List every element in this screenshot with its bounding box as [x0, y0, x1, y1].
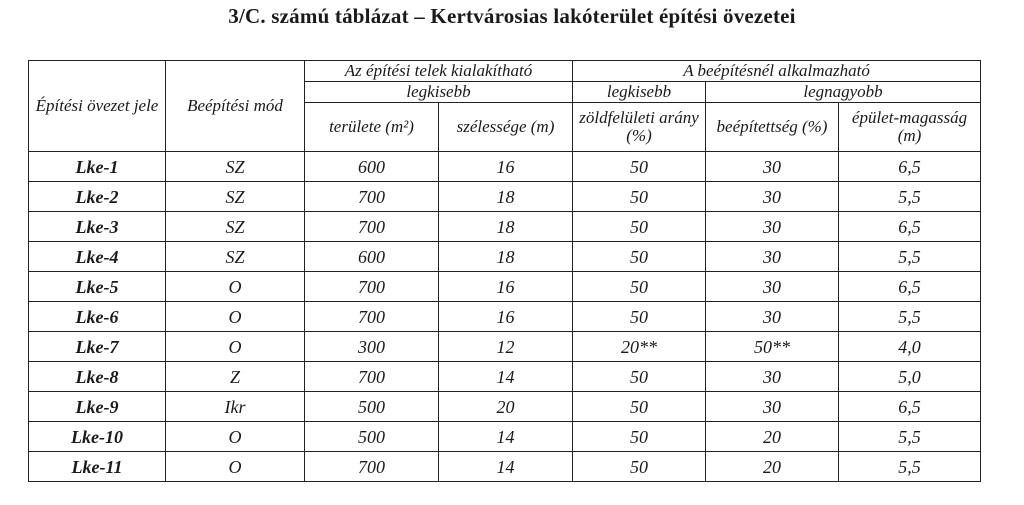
cell-width: 14 — [439, 362, 573, 392]
cell-green-ratio: 50 — [573, 182, 706, 212]
header-app-max: legnagyobb — [706, 82, 981, 103]
header-green-ratio: zöldfelületi arány (%) — [573, 103, 706, 152]
cell-green-ratio: 50 — [573, 272, 706, 302]
cell-built-ratio: 30 — [706, 212, 839, 242]
header-plot-group: Az építési telek kialakítható — [305, 61, 573, 82]
cell-built-ratio: 20 — [706, 422, 839, 452]
cell-area: 700 — [305, 272, 439, 302]
cell-building-mode: SZ — [166, 212, 305, 242]
cell-green-ratio: 50 — [573, 422, 706, 452]
cell-built-ratio: 30 — [706, 152, 839, 182]
cell-height: 5,5 — [839, 242, 981, 272]
cell-green-ratio: 50 — [573, 362, 706, 392]
cell-zone-code: Lke-3 — [29, 212, 166, 242]
cell-zone-code: Lke-6 — [29, 302, 166, 332]
zone-table — [28, 60, 981, 482]
cell-height: 6,5 — [839, 392, 981, 422]
cell-area: 600 — [305, 152, 439, 182]
cell-zone-code: Lke-10 — [29, 422, 166, 452]
cell-building-mode: O — [166, 422, 305, 452]
cell-built-ratio: 30 — [706, 242, 839, 272]
cell-green-ratio: 50 — [573, 452, 706, 482]
table-row — [29, 422, 981, 452]
cell-area: 600 — [305, 242, 439, 272]
cell-width: 18 — [439, 242, 573, 272]
cell-width: 14 — [439, 422, 573, 452]
header-plot-min: legkisebb — [305, 82, 573, 103]
header-area: területe (m²) — [305, 103, 439, 152]
cell-green-ratio: 50 — [573, 242, 706, 272]
cell-height: 5,0 — [839, 362, 981, 392]
cell-building-mode: SZ — [166, 182, 305, 212]
cell-built-ratio: 30 — [706, 302, 839, 332]
cell-green-ratio: 20** — [573, 332, 706, 362]
cell-green-ratio: 50 — [573, 302, 706, 332]
cell-zone-code: Lke-2 — [29, 182, 166, 212]
table-row — [29, 212, 981, 242]
cell-height: 4,0 — [839, 332, 981, 362]
cell-area: 700 — [305, 452, 439, 482]
cell-zone-code: Lke-4 — [29, 242, 166, 272]
cell-built-ratio: 30 — [706, 182, 839, 212]
table-row — [29, 392, 981, 422]
header-built-ratio: beépítettség (%) — [706, 103, 839, 152]
cell-zone-code: Lke-5 — [29, 272, 166, 302]
cell-width: 16 — [439, 272, 573, 302]
table-row — [29, 242, 981, 272]
header-zone-code: Építési övezet jele — [29, 61, 166, 152]
cell-building-mode: O — [166, 302, 305, 332]
cell-area: 700 — [305, 302, 439, 332]
cell-building-mode: O — [166, 272, 305, 302]
cell-area: 700 — [305, 182, 439, 212]
page-title: 3/C. számú táblázat – Kertvárosias lakóterület építési övezetei — [228, 4, 796, 28]
header-building-mode: Beépítési mód — [166, 61, 305, 152]
cell-width: 20 — [439, 392, 573, 422]
cell-height: 5,5 — [839, 422, 981, 452]
cell-green-ratio: 50 — [573, 392, 706, 422]
table-row — [29, 362, 981, 392]
cell-height: 5,5 — [839, 452, 981, 482]
header-height: épület-magasság (m) — [839, 103, 981, 152]
cell-building-mode: Z — [166, 362, 305, 392]
cell-built-ratio: 30 — [706, 362, 839, 392]
header-app-min: legkisebb — [573, 82, 706, 103]
cell-width: 14 — [439, 452, 573, 482]
header-width: szélessége (m) — [439, 103, 573, 152]
cell-zone-code: Lke-8 — [29, 362, 166, 392]
cell-height: 6,5 — [839, 272, 981, 302]
cell-area: 700 — [305, 212, 439, 242]
cell-height: 6,5 — [839, 152, 981, 182]
cell-width: 12 — [439, 332, 573, 362]
table-row — [29, 452, 981, 482]
table-row — [29, 182, 981, 212]
table-row — [29, 302, 981, 332]
cell-area: 500 — [305, 422, 439, 452]
cell-building-mode: Ikr — [166, 392, 305, 422]
cell-width: 16 — [439, 152, 573, 182]
cell-built-ratio: 50** — [706, 332, 839, 362]
cell-building-mode: SZ — [166, 152, 305, 182]
table-row — [29, 272, 981, 302]
cell-building-mode: SZ — [166, 242, 305, 272]
cell-built-ratio: 30 — [706, 272, 839, 302]
cell-height: 6,5 — [839, 212, 981, 242]
header-row-1 — [29, 61, 981, 82]
cell-building-mode: O — [166, 452, 305, 482]
cell-width: 16 — [439, 302, 573, 332]
cell-height: 5,5 — [839, 182, 981, 212]
table-row — [29, 152, 981, 182]
cell-area: 300 — [305, 332, 439, 362]
cell-area: 700 — [305, 362, 439, 392]
header-application-group: A beépítésnél alkalmazható — [573, 61, 981, 82]
cell-height: 5,5 — [839, 302, 981, 332]
cell-building-mode: O — [166, 332, 305, 362]
cell-green-ratio: 50 — [573, 152, 706, 182]
cell-built-ratio: 30 — [706, 392, 839, 422]
cell-zone-code: Lke-1 — [29, 152, 166, 182]
cell-built-ratio: 20 — [706, 452, 839, 482]
cell-width: 18 — [439, 182, 573, 212]
table-row — [29, 332, 981, 362]
cell-area: 500 — [305, 392, 439, 422]
cell-zone-code: Lke-11 — [29, 452, 166, 482]
cell-green-ratio: 50 — [573, 212, 706, 242]
cell-width: 18 — [439, 212, 573, 242]
cell-zone-code: Lke-9 — [29, 392, 166, 422]
cell-zone-code: Lke-7 — [29, 332, 166, 362]
